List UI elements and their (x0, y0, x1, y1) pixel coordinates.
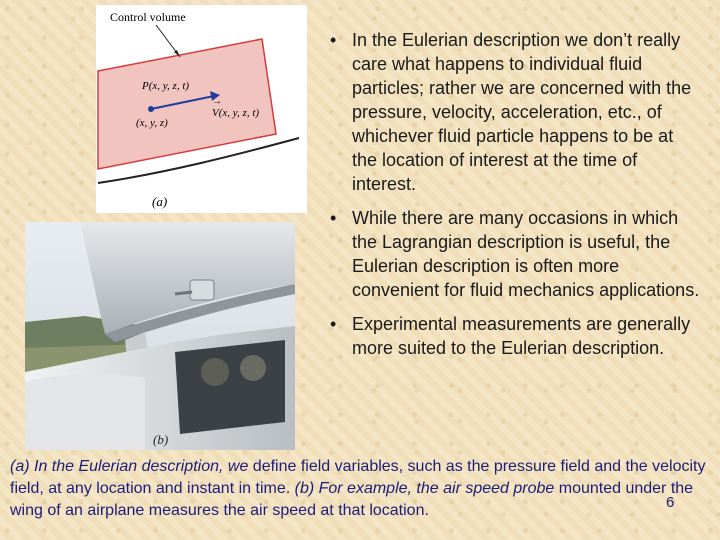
passenger-silhouette (240, 355, 266, 381)
bullet-list (330, 28, 700, 370)
caption-probe-description: mounted under the wing of an airplane measures the air speed at that location. (10, 480, 694, 519)
bullet-marker: • (330, 30, 337, 50)
page-number: 6 (666, 494, 675, 511)
air-speed-probe (190, 280, 214, 300)
figure-b-airplane-photo (25, 222, 295, 450)
caption-we: we (223, 458, 253, 475)
bullet-item (330, 312, 700, 360)
cockpit-window (175, 340, 285, 434)
coords-label: (x, y, z) (136, 117, 168, 129)
control-volume-label: Control volume (110, 10, 186, 24)
control-volume-diagram (96, 5, 307, 213)
bullet-text: Experimental measurements are generally more suited to the Eulerian description. (352, 314, 691, 358)
panel-b-label: (b) (153, 432, 169, 447)
airplane-wing-photo (25, 222, 295, 450)
probe-mount (175, 292, 192, 294)
pilot-silhouette (201, 358, 229, 386)
caption-part-a-intro: (a) In the Eulerian description, (10, 458, 224, 475)
engine-cowling (25, 374, 145, 450)
bullet-item (330, 206, 700, 302)
bullet-text: In the Eulerian description we don’t really care what happens to individual fluid particles; rather we are concerned with the pressure, velocity, acceleration, etc., of whichever fluid particle happens to be at the location of interest at the time of interest. (352, 30, 692, 194)
bullet-text: While there are many occasions in which the Lagrangian description is useful, the Eulerian description is often more convenient for fluid mechanics applications. (352, 208, 700, 300)
panel-a-label: (a) (152, 194, 168, 209)
caption-define-fields: define field variables, such as the pressure field and the velocity field, at any location and instant in time. (10, 458, 706, 497)
point-label: P(x, y, z, t) (142, 80, 190, 92)
bullet-marker: • (330, 314, 337, 334)
bullet-item (330, 28, 700, 196)
bullet-marker: • (330, 208, 337, 228)
figure-caption (10, 456, 715, 522)
caption-part-b-intro: (b) For example, the air speed probe (294, 480, 555, 497)
velocity-label: V(x, y, z, t) (212, 107, 260, 119)
velocity-vector-glyph: → (212, 96, 222, 107)
figure-a-control-volume (96, 5, 307, 213)
control-volume-region (98, 39, 276, 169)
